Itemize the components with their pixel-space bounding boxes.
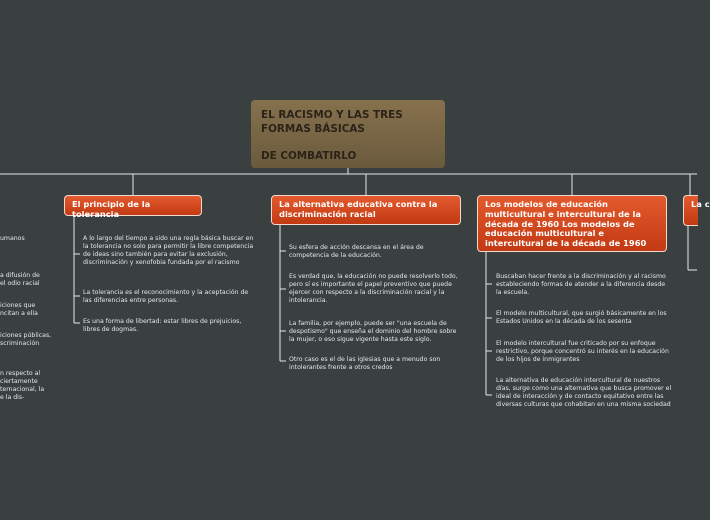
left-fragment: n respecto al	[0, 370, 41, 377]
left-fragment: iciones que	[0, 302, 36, 309]
leaf-multicultural-2[interactable]: El modelo multicultural, que surgió básicamente en los Estados Unidos en la década de los sesenta	[496, 310, 667, 326]
left-fragment: a difusión de	[0, 272, 40, 279]
leaf-multicultural-4[interactable]: La alternativa de educación intercultural de nuestros días, surge como una alternativa que busca promover el ideal de interacción y de contacto equitativo entre las diversas culturas que cohabitan en una misma sociedad	[496, 377, 672, 409]
leaf-educational-1[interactable]: Su esfera de acción descansa en el área de competencia de la educación.	[289, 244, 424, 260]
leaf-multicultural-1[interactable]: Buscaban hacer frente a la discriminación y al racismo estableciendo formas de atender a la diferencia desde la escuela.	[496, 273, 666, 297]
leaf-educational-4[interactable]: Otro caso es el de las iglesias que a menudo son intolerantes frente a otros credos	[289, 356, 441, 372]
leaf-educational-3[interactable]: La familia, por ejemplo, puede ser "una escuela de despotismo" que enseña el dominio del hombre sobre la mujer, o eso sigue vigente hasta este siglo.	[289, 320, 457, 344]
left-fragment: iciones públicas,	[0, 332, 52, 339]
branch-partial-right[interactable]: La c	[683, 195, 698, 226]
left-fragment: el odio racial	[0, 280, 40, 287]
leaf-multicultural-3[interactable]: El modelo intercultural fue criticado por su enfoque restrictivo, porque concentró su interés en la educación de los hijos de inmigrantes	[496, 340, 669, 364]
left-fragment: umanos	[0, 235, 25, 242]
branch-multicultural-models[interactable]: Los modelos de educación multicultural e intercultural de la década de 1960 Los modelos de educación multicultural e intercultural de la década de 1960	[477, 195, 667, 252]
branch-educational-alternative[interactable]: La alternativa educativa contra la discriminación racial	[271, 195, 461, 225]
leaf-tolerance-1[interactable]: A lo largo del tiempo a sido una regla básica buscar en la tolerancia no solo para permitir la libre competencia de ideas sino también para evitar la exclusión, discriminación y xenofobia fundada por el racismo	[83, 235, 254, 267]
left-fragment: ciertamente	[0, 378, 38, 385]
leaf-tolerance-2[interactable]: La tolerancia es el reconocimiento y la aceptación de las diferencias entre personas.	[83, 289, 249, 305]
branch-tolerance[interactable]: El principio de la tolerancia	[64, 195, 202, 216]
root-topic[interactable]: EL RACISMO Y LAS TRES FORMAS BÁSICAS DE COMBATIRLO	[251, 100, 445, 168]
left-fragment: ncitan a ella	[0, 310, 38, 317]
leaf-educational-2[interactable]: Es verdad que, la educación no puede resolverlo todo, pero sí es importante el papel preventivo que puede ejercer con respecto a la discriminación racial y la intolerancia.	[289, 273, 458, 305]
left-fragment: e la dis-	[0, 394, 25, 401]
leaf-tolerance-3[interactable]: Es una forma de libertad: estar libres de prejuicios, libres de dogmas.	[83, 318, 242, 334]
left-fragment: scriminación	[0, 340, 40, 347]
left-fragment: ternacional, la	[0, 386, 45, 393]
